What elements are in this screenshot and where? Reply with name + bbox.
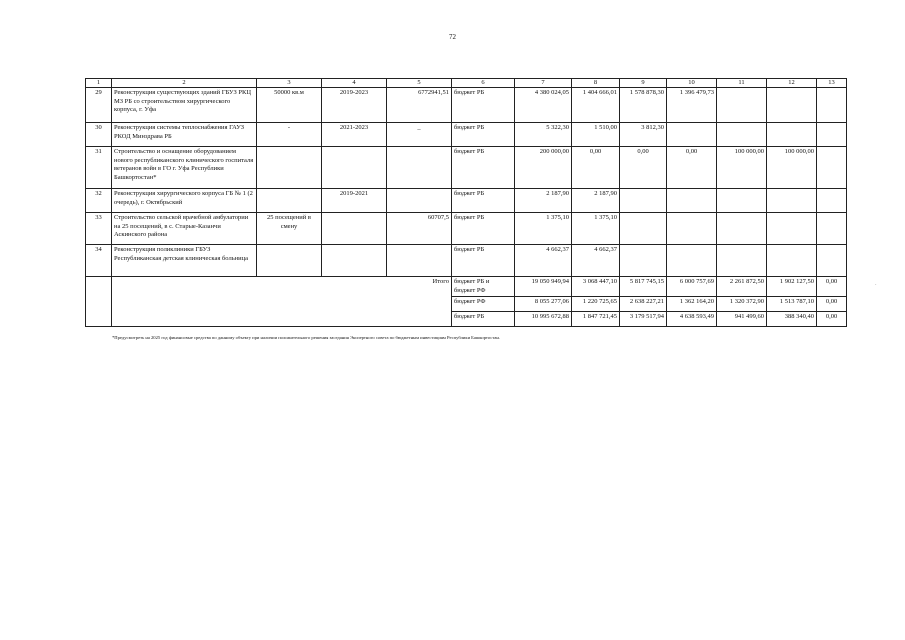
capacity [257,189,322,213]
amount-col-12 [767,189,817,213]
row-number: 34 [86,245,112,277]
period [322,245,387,277]
totals-label: Итого [112,277,452,327]
object-name: Строительство сельской врачебной амбулатории на 25 посещений, в с. Старые-Казанчи Аскинского района [112,213,257,245]
amount-col-10: 6 000 757,69 [667,277,717,297]
amount-col-9: 3 179 517,94 [620,312,667,327]
column-number: 3 [257,79,322,88]
amount-col-8: 1 220 725,65 [572,297,620,312]
column-number: 11 [717,79,767,88]
row-number: 31 [86,147,112,189]
amount-col-13 [817,245,847,277]
funding-source: бюджет РБ и бюджет РФ [452,277,515,297]
column-number: 1 [86,79,112,88]
amount-col-10 [667,123,717,147]
totals-row [86,277,847,297]
amount-col-7: 2 187,90 [515,189,572,213]
amount-col-13 [817,189,847,213]
scan-mark: · [875,283,877,288]
amount-col-9: 3 812,30 [620,123,667,147]
amount-col-7: 1 375,10 [515,213,572,245]
amount-col-11: 1 320 372,90 [717,297,767,312]
table-row [86,147,847,189]
amount-col-11 [717,88,767,123]
amount-col-13 [817,147,847,189]
amount-col-10 [667,213,717,245]
funding-source: бюджет РБ [452,189,515,213]
amount-col-9 [620,189,667,213]
capacity [257,147,322,189]
amount-col-9: 5 817 745,15 [620,277,667,297]
amount-col-12: 388 340,40 [767,312,817,327]
object-name: Реконструкция хирургического корпуса ГБ № 1 (2 очередь), г. Октябрьский [112,189,257,213]
amount-col-11 [717,189,767,213]
estimated-cost: _ [387,123,452,147]
table-row [86,213,847,245]
amount-col-10 [667,245,717,277]
column-number: 9 [620,79,667,88]
column-number: 5 [387,79,452,88]
capacity: 25 посещений в смену [257,213,322,245]
amount-col-9: 2 638 227,21 [620,297,667,312]
amount-col-7: 8 055 277,06 [515,297,572,312]
column-number-row [86,79,847,88]
table-row [86,189,847,213]
amount-col-8: 1 375,10 [572,213,620,245]
column-number: 2 [112,79,257,88]
amount-col-7: 5 322,30 [515,123,572,147]
amount-col-10: 4 638 593,49 [667,312,717,327]
period: 2019-2021 [322,189,387,213]
row-number: 29 [86,88,112,123]
funding-source: бюджет РБ [452,147,515,189]
amount-col-7: 200 000,00 [515,147,572,189]
amount-col-9 [620,213,667,245]
capacity: - [257,123,322,147]
amount-col-8: 4 662,37 [572,245,620,277]
amount-col-10: 1 396 479,73 [667,88,717,123]
amount-col-9: 0,00 [620,147,667,189]
amount-col-9: 1 578 878,30 [620,88,667,123]
capacity [257,245,322,277]
amount-col-8: 1 404 666,01 [572,88,620,123]
amount-col-8: 1 510,00 [572,123,620,147]
row-number: 32 [86,189,112,213]
period [322,213,387,245]
column-number: 13 [817,79,847,88]
estimated-cost [387,245,452,277]
amount-col-12: 1 513 787,10 [767,297,817,312]
object-name: Реконструкция системы теплоснабжения ГАУЗ РКОД Минздрава РБ [112,123,257,147]
funding-source: бюджет РБ [452,213,515,245]
table-row [86,245,847,277]
amount-col-10: 0,00 [667,147,717,189]
estimated-cost: 60707,5 [387,213,452,245]
amount-col-7: 10 995 672,88 [515,312,572,327]
funding-source: бюджет РБ [452,88,515,123]
funding-source: бюджет РБ [452,245,515,277]
funding-source: бюджет РБ [452,123,515,147]
estimated-cost: 6772941,51 [387,88,452,123]
column-number: 8 [572,79,620,88]
totals-empty-cell [86,277,112,327]
amount-col-13: 0,00 [817,312,847,327]
budget-table [85,78,847,327]
capacity: 50000 кв.м [257,88,322,123]
amount-col-10 [667,189,717,213]
amount-col-7: 4 662,37 [515,245,572,277]
amount-col-11 [717,123,767,147]
column-number: 10 [667,79,717,88]
amount-col-11: 941 499,60 [717,312,767,327]
amount-col-12: 1 902 127,50 [767,277,817,297]
period [322,147,387,189]
estimated-cost [387,189,452,213]
amount-col-13 [817,88,847,123]
amount-col-13: 0,00 [817,297,847,312]
column-number: 4 [322,79,387,88]
table-row [86,123,847,147]
amount-col-8: 1 847 721,45 [572,312,620,327]
amount-col-11 [717,245,767,277]
column-number: 12 [767,79,817,88]
row-number: 30 [86,123,112,147]
period: 2019-2023 [322,88,387,123]
amount-col-7: 4 380 024,05 [515,88,572,123]
amount-col-11 [717,213,767,245]
amount-col-13 [817,123,847,147]
funding-source: бюджет РФ [452,297,515,312]
amount-col-9 [620,245,667,277]
table-row [86,88,847,123]
object-name: Строительство и оснащение оборудованием нового республиканского клинического госпиталя ветеранов войн в ГО г. Уфа Республики Башкортостан* [112,147,257,189]
amount-col-12: 100 000,00 [767,147,817,189]
footnote: *Предусмотреть на 2025 год финансовые средства по данному объекту при наличии положительного решения заседания Экспертного совета по бюджетным инвестициям Республики Башкортостан. [112,335,501,340]
estimated-cost [387,147,452,189]
amount-col-12 [767,245,817,277]
amount-col-7: 19 050 949,94 [515,277,572,297]
amount-col-8: 2 187,90 [572,189,620,213]
funding-source: бюджет РБ [452,312,515,327]
amount-col-12 [767,123,817,147]
row-number: 33 [86,213,112,245]
amount-col-8: 0,00 [572,147,620,189]
amount-col-10: 1 362 164,20 [667,297,717,312]
amount-col-13: 0,00 [817,277,847,297]
object-name: Реконструкция поликлиники ГБУЗ Республиканская детская клиническая больница [112,245,257,277]
amount-col-8: 3 068 447,10 [572,277,620,297]
period: 2021-2023 [322,123,387,147]
amount-col-12 [767,88,817,123]
object-name: Реконструкция существующих зданий ГБУЗ РКЦ МЗ РБ со строительством хирургического корпуса, г. Уфа [112,88,257,123]
amount-col-11: 2 261 872,50 [717,277,767,297]
page-number: 72 [449,33,456,41]
amount-col-11: 100 000,00 [717,147,767,189]
column-number: 7 [515,79,572,88]
amount-col-12 [767,213,817,245]
amount-col-13 [817,213,847,245]
column-number: 6 [452,79,515,88]
